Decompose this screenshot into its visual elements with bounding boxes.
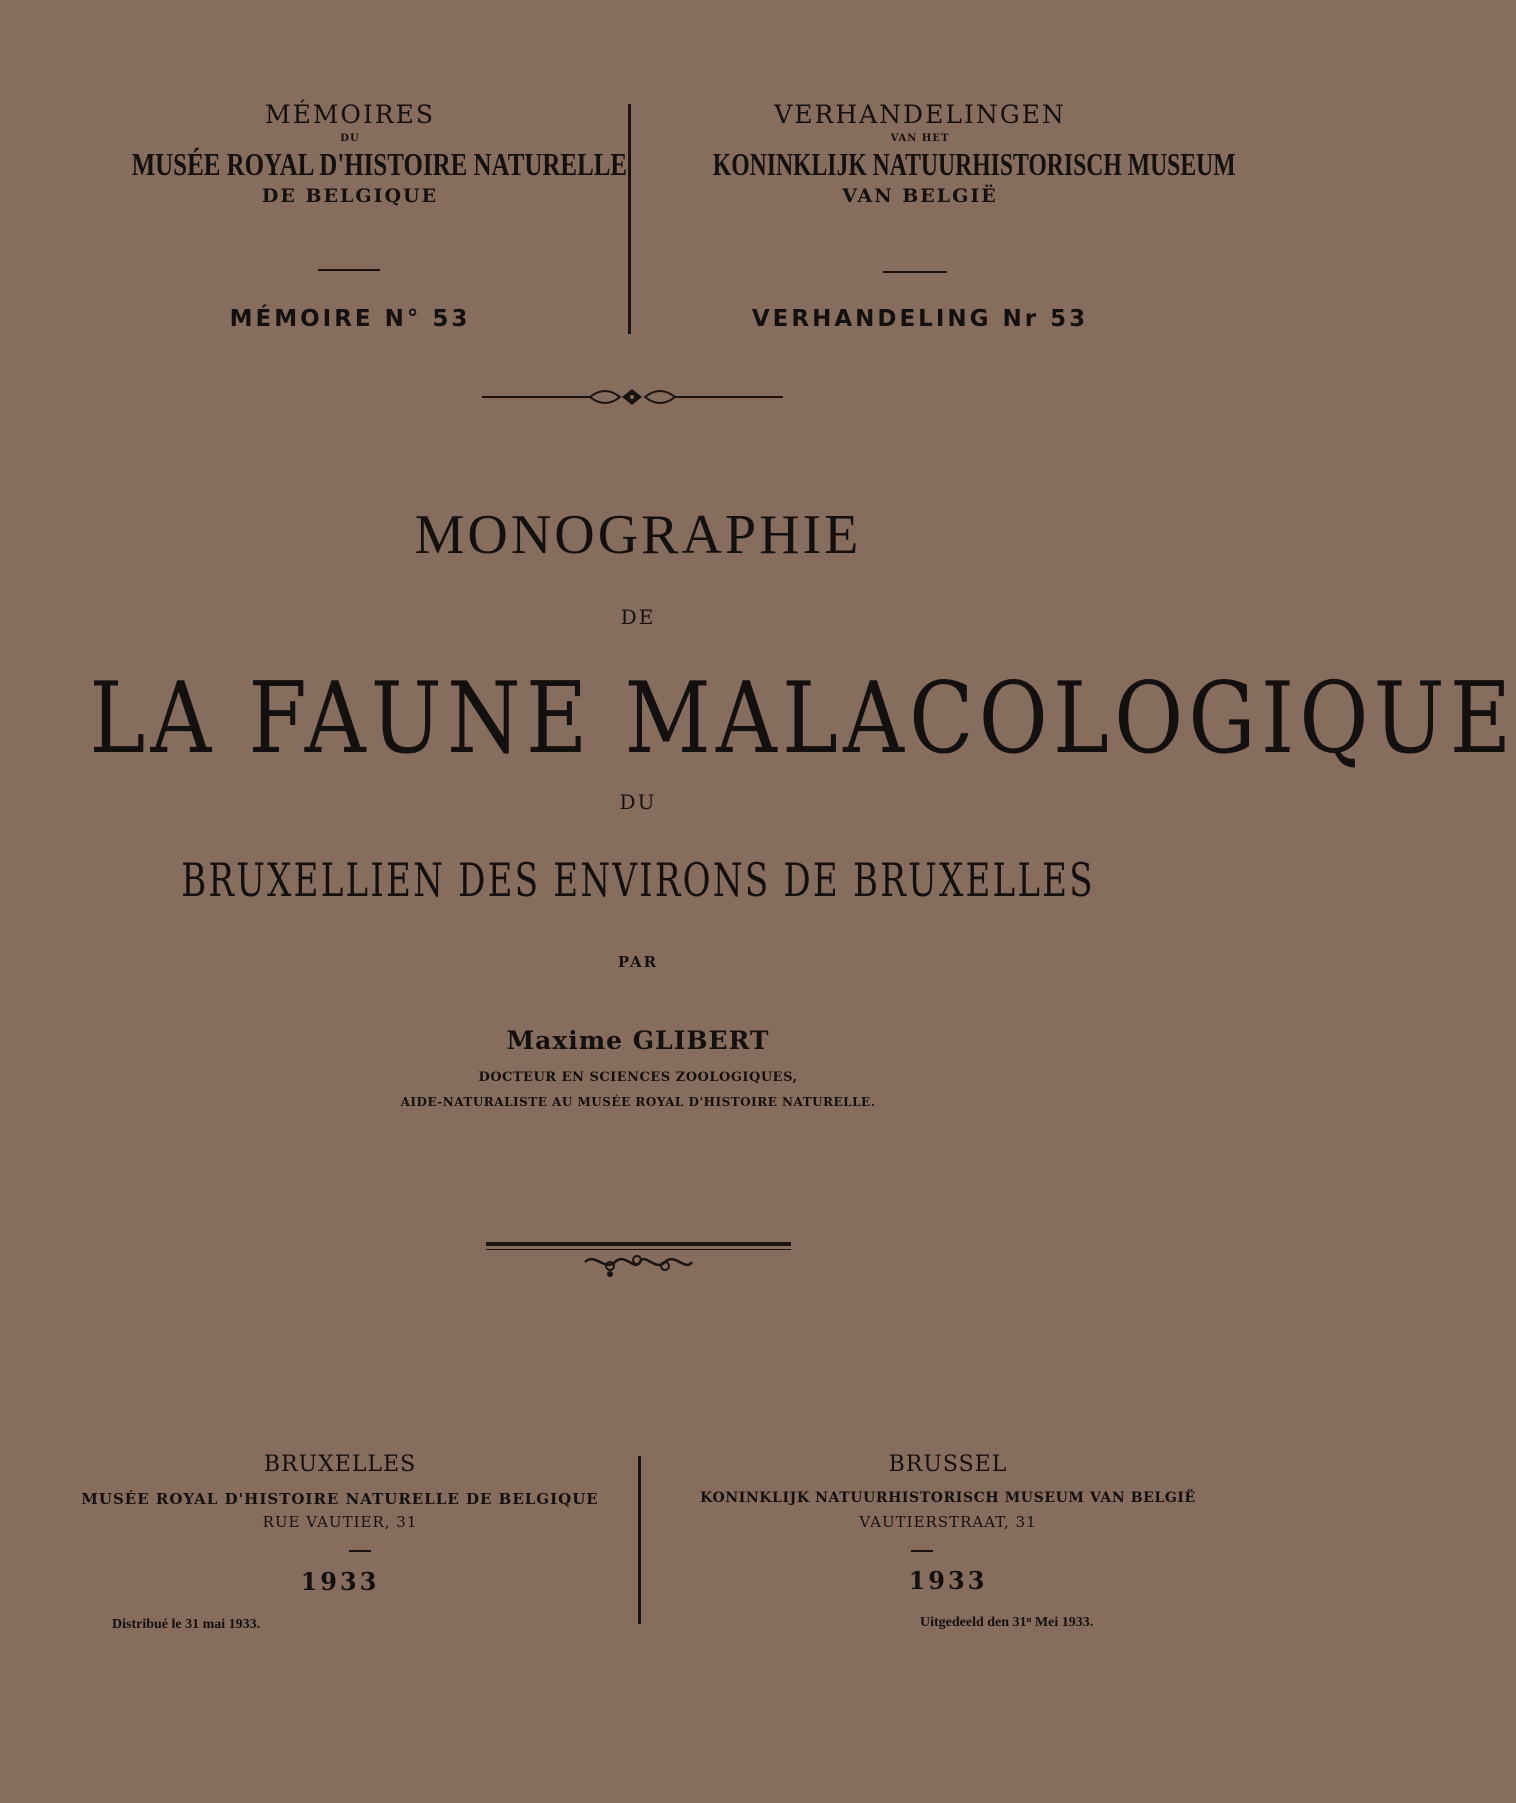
title-bruxellien: BRUXELLIEN DES ENVIRONS DE BRUXELLES — [181, 853, 1095, 907]
header-right-line1: VERHANDELINGEN — [774, 100, 1066, 129]
header-left-line4: DE BELGIQUE — [261, 185, 439, 207]
title-main — [0, 662, 1516, 776]
footer-right-distribution: Uitgedeeld den 31ⁿ Mei 1933. — [920, 1615, 1094, 1630]
title-par: PAR — [617, 953, 659, 971]
footer-right-address: VAUTIERSTRAAT, 31 — [859, 1513, 1037, 1531]
footer-left-year: 1933 — [300, 1567, 380, 1596]
header-left-line2: DU — [340, 133, 360, 144]
footer-right-city: BRUSSEL — [888, 1452, 1008, 1477]
header-left-number: MÉMOIRE N° 53 — [229, 306, 471, 332]
header-right-institution: KONINKLIJK NATUURHISTORISCH MUSEUM — [712, 146, 1236, 182]
header-left-institution: MUSÉE ROYAL D'HISTOIRE NATURELLE — [131, 146, 628, 182]
author-name: Maxime GLIBERT — [506, 1026, 770, 1055]
author-role-2: AIDE-NATURALISTE AU MUSÉE ROYAL D'HISTOIRE NATURELLE. — [400, 1095, 876, 1109]
title-monographie: MONOGRAPHIE — [414, 504, 862, 566]
header-left — [70, 100, 630, 207]
footer-left-city: BRUXELLES — [263, 1452, 417, 1477]
ornament-divider-top — [480, 385, 785, 409]
footer-left-address: RUE VAUTIER, 31 — [262, 1513, 418, 1531]
title-de: DE — [620, 605, 656, 629]
header-right-line4: VAN BELGIË — [842, 185, 998, 207]
author-role-1: DOCTEUR EN SCIENCES ZOOLOGIQUES, — [478, 1070, 798, 1085]
title-faune-malacologique: LA FAUNE MALACOLOGIQUE — [89, 662, 1516, 776]
title-subtitle — [0, 853, 1276, 907]
ornament-rule-thick — [486, 1242, 791, 1246]
ornament-flourish — [580, 1250, 695, 1280]
footer-right-short-rule — [911, 1550, 933, 1552]
footer-divider — [638, 1456, 641, 1624]
footer-right-year: 1933 — [908, 1566, 988, 1595]
header-divider — [628, 104, 631, 334]
header-right-line2: VAN HET — [890, 133, 950, 144]
title-du: DU — [619, 790, 657, 814]
header-left-line1: MÉMOIRES — [264, 100, 436, 129]
footer-right-institution: KONINKLIJK NATUURHISTORISCH MUSEUM VAN BELGIË — [700, 1490, 1196, 1506]
footer-left-distribution: Distribué le 31 mai 1933. — [112, 1617, 261, 1632]
header-right — [640, 100, 1236, 207]
header-right-short-rule — [883, 271, 947, 273]
footer-left-short-rule — [349, 1550, 371, 1552]
header-right-number: VERHANDELING Nr 53 — [751, 306, 1089, 332]
footer-left-institution: MUSÉE ROYAL D'HISTOIRE NATURELLE DE BELGIQUE — [81, 1490, 599, 1508]
header-left-short-rule — [318, 269, 380, 271]
